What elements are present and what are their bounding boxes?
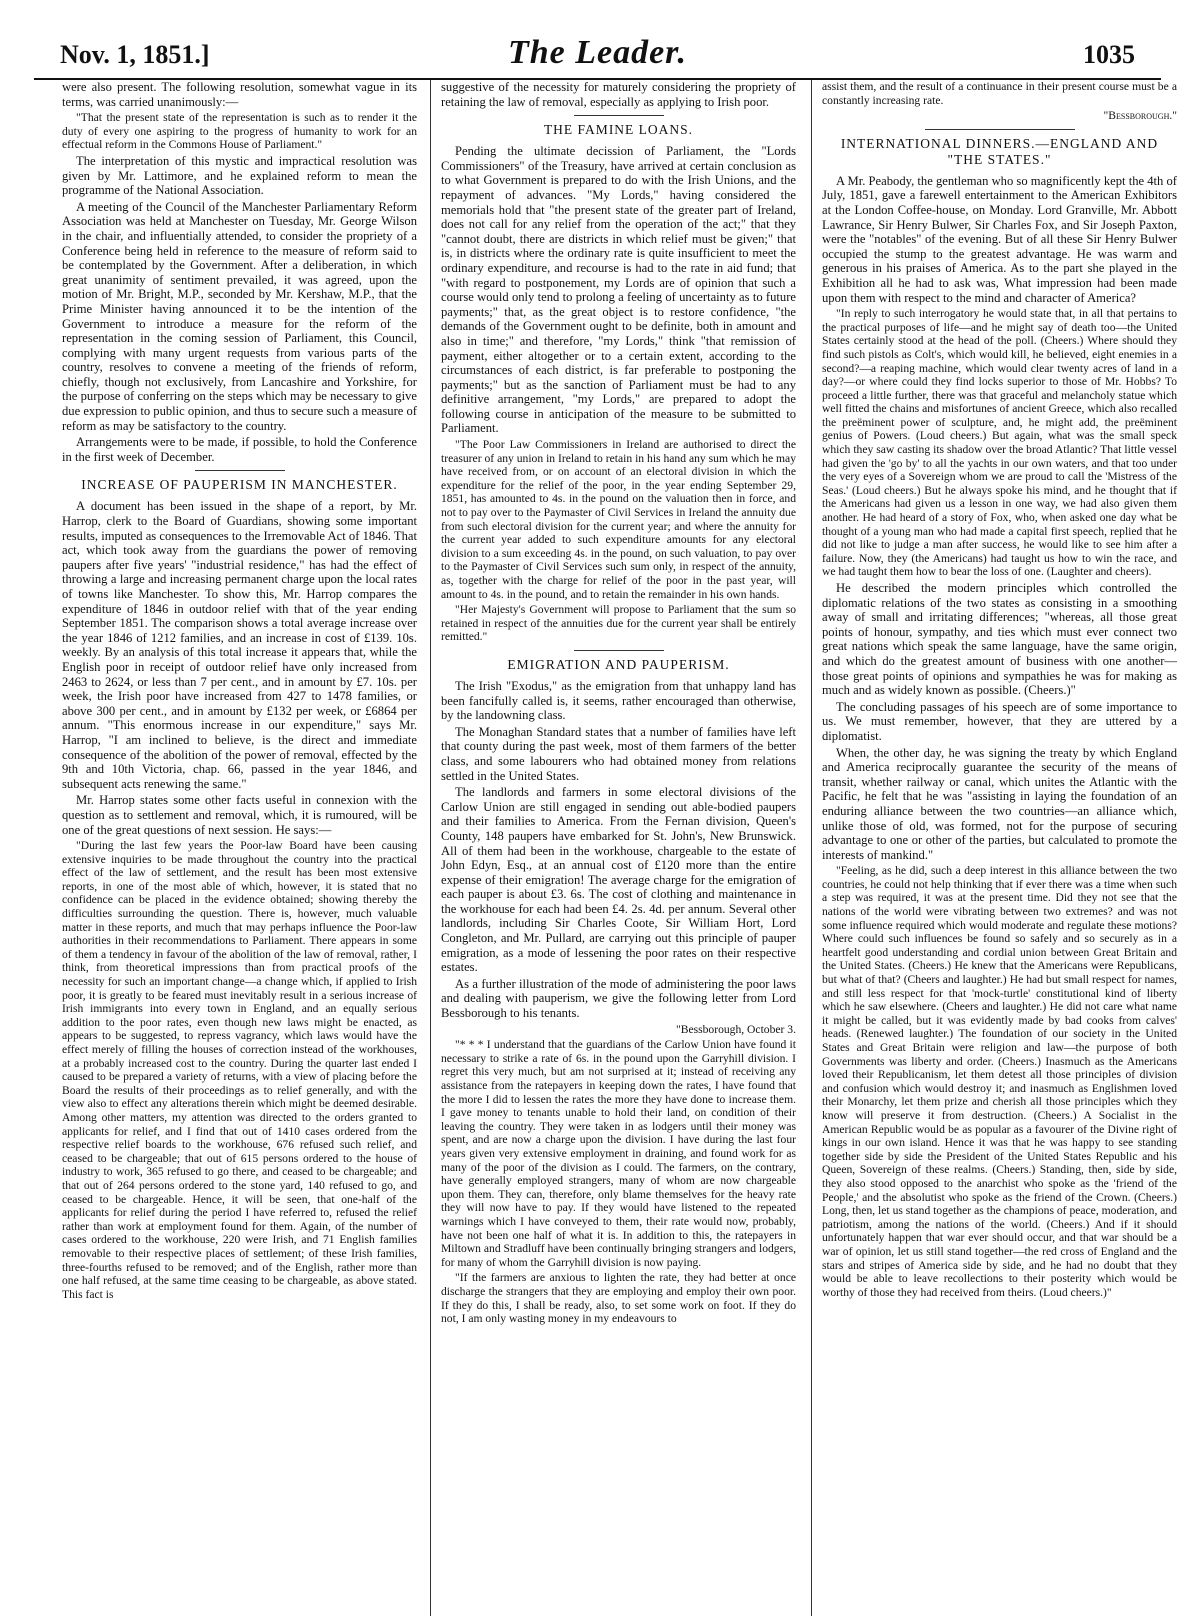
masthead [34, 30, 1161, 80]
quoted-passage: "Her Majesty's Government will propose to Parliament that the sum so retained in respect of the annuities due for the current year shall be entirely remitted." [441, 603, 796, 644]
paragraph: As a further illustration of the mode of administering the poor laws and dealing with pauperism, we give the following letter from Lord Bessborough to his tenants. [441, 976, 796, 1021]
paragraph: A document has been issued in the shape of a report, by Mr. Harrop, clerk to the Board of Guardians, showing some important results, imputed as consequences to the Irremovable Act of 1846. That act, which took away from the guardians the power of removing paupers after five years' "industrial residence," has had the effect of throwing a large and increasing permanent charge upon the local rates of towns like Manchester. To show this, Mr. Harrop compares the expenditure of 1846 in outdoor relief with that of the year ending September 1851. The comparison shows a total average increase over the year 1846 of 1212 families, and an increase in cost of £139. 10s. weekly. By an analysis of this total increase it appears that, while the English poor in receipt of outdoor relief have only increased from 2463 to 2624, or less than 7 per cent., and in amount by £7. 10s. per week, the Irish poor have increased from 427 to 1478 families, or above 300 per cent., and in amount by £132 per week, or £6864 per annum. "This enormous increase in our expenditure," says Mr. Harrop, "I am inclined to believe, is the direct and immediate consequence of the abolition of the power of removal, effected by the 9th and 10th Victoria, chap. 66, passed in the year 1846, and subsequent acts renewing the same." [62, 499, 417, 791]
section-heading: EMIGRATION AND PAUPERISM. [507, 656, 730, 672]
paragraph: suggestive of the necessity for maturely considering the propriety of retaining the law of removal, especially as applying to Irish poor. [441, 80, 796, 109]
paragraph: A Mr. Peabody, the gentleman who so magnificently kept the 4th of July, 1851, gave a farewell entertainment to the American Exhibitors at the London Coffee-house, on Monday. Lord Granville, Mr. Abbott Lawrance, Sir Henry Bulwer, Sir Charles Fox, and Sir Joseph Paxton, were the "notables" of the evening. But of all these Sir Henry Bulwer occupied the stump to the greatest advantage. He was warm and generous in his praises of America. As to the part she played in the Exhibition all he had to ask was, What impression had been made upon them with respect to the mind and character of America? [822, 173, 1177, 305]
quoted-speech: "Feeling, as he did, such a deep interest in this alliance between the two countries, he could not help thinking that if ever there was a time when such a step was required, it was at the present time. Did they not see that the nations of the world were vibrating between two extremes? and was not some influence required which would moderate and regulate these motions? Where could such influences be found so safely and so securely as in a heartfelt good understanding and cordial union between Great Britain and the United States. (Cheers.) He knew that the Americans were Republicans, but what of that? (Cheers and laughter.) He had but small respect for names, and still less respect for that 'mock-turtle' constitutional kind of liberty which he saw elsewhere. (Cheers and laughter.) He did not care what name it might be called, but it was evidently made by bad cooks from calves' heads. (Renewed laughter.) The foundation of our society in the United States and Great Britain were religion and law—the purpose of both Governments was liberty and order. (Cheers.) Inasmuch as the Americans loved their Republicanism, let them detest all those principles of division and confusion which would destroy it; and inasmuch as Englishmen loved their Monarchy, let them prize and cherish all those principles which they know will preserve it from destruction. (Cheers.) A Socialist in the American Republic would be as popular as a favourer of the Divine right of kings in our own island. Hence it was that he was happy to see standing together side by side the President of the United States Republic and his Queen, Sovereign of these realms. (Cheers.) Standing, then, side by side, they also stood opposed to the anarchist who spoke as the 'friend of the People,' and the absolutist who spoke as the friend of the Crown. (Cheers.) Long, then, let us stand together as the champions of peace, moderation, and patriotism, among the nations of the world. (Cheers.) And if it should unfortunately happen that war ever should occur, and that war should be a war of opinion, let us still stand together—the red cross of England and the stars and stripes of America side by side, and he had no doubt that they would be able to leave recollections to their posterity which would be worthy of those they had received from theirs. (Loud cheers.)" [822, 864, 1177, 1299]
issue-date: Nov. 1, 1851.] [60, 40, 210, 69]
paragraph: The landlords and farmers in some electoral divisions of the Carlow Union are still engaged in sending out able-bodied paupers and their families to America. From the Fernan division, Queen's County, 148 paupers have embarked for St. John's, New Brunswick. All of them had been in the workhouse, chargeable to the estate of John Edyn, Esq., at an annual cost of £120 more than the entire expense of their emigration! The average charge for the emigration of each pauper is about £3. 6s. The cost of clothing and maintenance in the workhouse for each had been £4. 2s. 4d. per annum. Several other landlords, including Sir Charles Coote, Sir William Hort, Lord Congleton, and Mr. Pullard, are carrying out this principle of pauper emigration, as a mode of lessening the poor rates on their respective estates. [441, 785, 796, 975]
quoted-passage: "During the last few years the Poor-law Board have been causing extensive inquiries to be made throughout the country into the practical effect of the law of settlement, and the result has been most extensive reports, in one of the most able of which, however, it is stated that no confidence can be placed in the evidence obtained; showing thereby the difficulties surrounding the question. There is, however, much valuable matter in these reports, and much that may perhaps influence the Poor-law authorities in their recommendations to Parliament. There appears in some of them a tendency in favour of the abolition of the law of removal, rather, I think, from theoretical impressions than from practical proofs of the necessity for such an important change—a change which, if applied to Irish poor, it is greatly to be feared must inevitably result in a serious increase of Irish immigrants into every town in England, and an equally serious addition to the poor rates, even though new laws might be enacted, as appears to be suggested, to repress vagrancy, which laws would have the effect merely of filling the houses of correction instead of the workhouses, at a probably increased cost to the country. During the quarter last ended I caused to be prepared a variety of returns, with a view of placing before the Board the results of their proceedings as to relief generally, and with the view also to effect any alterations therein which might be deemed desirable. Among other matters, my attention was directed to the orders granted to applicants for relief, and I find that out of 1410 cases ordered from the respective relief boards to the workhouse, 676 refused such relief, and ceased to be chargeable; that out of 615 persons ordered to the house of industry to work, 365 refused to go there, and ceased to be chargeable; and that out of 264 persons ordered to the stone yard, 140 refused to go, and ceased to be chargeable. Hence, it will be seen, that one-half of the applicants for relief during the period I have referred to, refused the relief rather than work at employment found for them. Again, of the number of cases ordered to the workhouse, 220 were Irish, and 71 English families removable to their respective places of settlement; of these Irish families, three-fourths refused to be removed; and of the English, rather more than one half refused, at the same time ceasing to be chargeable, as above stated. This fact is [62, 839, 417, 1301]
column-3 [822, 80, 1177, 1616]
section-heading: THE FAMINE LOANS. [543, 122, 694, 138]
section-divider [195, 470, 285, 471]
paragraph: He described the modern principles which controlled the diplomatic relations of the two states as consisting in a smoothing away of small and irritating differences; "whereas, all those great points of honour, sympathy, and ties which must ever connect two great nations which speak the same language, have the same origin, and which do the greatest amount of business with one another—those great points of opinions and sympathies he was for making as much and as widely known as possible. (Cheers.)" [822, 581, 1177, 698]
paragraph: The concluding passages of his speech are of some importance to us. We must remember, however, that they are uttered by a diplomatist. [822, 699, 1177, 743]
quoted-resolution: "That the present state of the representation is such as to render it the duty of every one aspiring to the progress of humanity to work for an effectual reform in the Commons House of Parliament." [62, 111, 417, 152]
column-rule [811, 80, 812, 1616]
paragraph: The interpretation of this mystic and impractical resolution was given by Mr. Lattimore, and he explained reform to mean the programme of the National Association. [62, 153, 417, 198]
section-divider [574, 650, 664, 651]
paragraph: were also present. The following resolution, somewhat vague in its terms, was carried unanimously:— [62, 80, 417, 109]
letter-body: assist them, and the result of a continuance in their present course must be a constantly increasing rate. [822, 80, 1177, 107]
paragraph: Pending the ultimate decission of Parliament, the "Lords Commissioners" of the Treasury, have arrived at certain conclusion as to what Government is prepared to do with the Irish Unions, and the repayment of advances. "My Lords," having considered the memorials hold that "the present state of the greater part of Ireland, does not call for any relief from the operation of the act;" that they "cannot doubt, there are districts in which relief must be given;" that is, in districts where the ordinary rate is quite insufficient to meet the ordinary expenditure, and recourse is had to the rate in aid fund; that "with regard to postponement, my Lords are of opinion that such a course would only tend to prolong a feeling of uncertainty as to future payments;" that, as the great object is to restore confidence, "the demands of the Government ought to be definite, both in amount and also in time;" and therefore, "my Lords," think "that remission of payment, either altogether or to a certain extent, according to the circumstances of each district, is far preferable to postponing the payments;" but as the sanction of Parliament must be had to any definitive arrangement, "my Lords," are prepared to adopt the following course in anticipation of the measure to be submitted to Parliament. [441, 144, 796, 436]
quoted-passage: "The Poor Law Commissioners in Ireland are authorised to direct the treasurer of any union in Ireland to retain in his hand any sum which he may have received from, or on account of an electoral division in which the expenditure for the relief of the poor, in the year ending September 29, 1851, has amounted to 4s. in the pound on the valuation then in force, and not to pay over to the Paymaster of Civil Services in Ireland the annuity due from such electoral division for the current year; and where the annuity for the current year added to such expenditure amounts for any electoral division to a sum exceeding 4s. in the pound, on such valuation, to pay over to the Paymaster of Civil Services such sum only, in respect of the annuity, as, together with the charge for relief of the poor in the past year, will amount to 4s. in the pound, and to retain the remainder in his own hands. [441, 438, 796, 601]
letter-body: "If the farmers are anxious to lighten the rate, they had better at once discharge the strangers that they are employing and employ their own poor. If they do this, I shall be ready, also, to set some work on foot. If they do not, I am only wasting money in my endeavours to [441, 1271, 796, 1326]
column-rule [430, 80, 431, 1616]
page-number: 1035 [1083, 40, 1135, 69]
section-divider [574, 115, 664, 116]
paragraph: A meeting of the Council of the Manchester Parliamentary Reform Association was held at Manchester on Tuesday, Mr. George Wilson in the chair, and influentially attended, to consider the propriety of a Conference being held in reference to the measure of reform said to be contemplated by the Government. After a deliberation, in which great unanimity of sentiment prevailed, it was agreed, upon the motion of Mr. Bright, M.P., seconded by Mr. Kershaw, M.P., that the Prime Minister having announced it to be the intention of the Government to introduce a measure for the reform of the representation in the coming session of Parliament, this Council, complying with many urgent requests from various parts of the country, resolves to convene a meeting of the friends of reform, chiefly, though not exclusively, from Lancashire and Yorkshire, for the purpose of conferring on the steps which may be necessary to give due expression to public opinion, and thus to secure such a measure of reform as may be satisfactory to the country. [62, 199, 417, 433]
newspaper-title: The Leader. [507, 34, 688, 71]
quoted-speech: "In reply to such interrogatory he would state that, in all that pertains to the practical purposes of life—and he might say of death too—the United States certainly stood at the head of the poll. (Cheers.) Where should they find such pistols as Colt's, which would kill, he believed, eight enemies in a second?—a reaping machine, which would clear twenty acres of land in a day?—or where could they find locks superior to those of Mr. Hobbs? To proceed a little further, there was that graceful and melancholy statue which well fitted the chains and misfortunes of ancient Greece, which also recalled the preëminent power of sculpture, and, he might add, the preëminent genius of Powers. (Loud cheers.) But again, what was the small speck which they saw casting its shadow over the broad Atlantic? That little vessel had given the 'go by' to all the yachts in our own waters, and that too under the very eyes of a Sovereign whom we are proud to call the 'Mistress of the Seas.' (Loud cheers.) But he always spoke his mind, and he thought that if the Americans had given us a lesson in one way, we had also given them another. He had heard of a story of Fox, who, when asked one day what be thought of a young man who had made a capital first speech, replied that he did not like to judge a man after success, he would like to see him after a failure. Now, they (the Americans) had taught us how to win the race, and we had taught them how to bear the loss of one. (Laughter and cheers). [822, 307, 1177, 579]
letter-signature: "Bessborough." [1103, 109, 1177, 123]
paragraph: The Monaghan Standard states that a number of families have left that county during the past week, most of them farmers of the better class, and some labourers who had obtained money from relations settled in the United States. [441, 724, 796, 783]
paragraph: When, the other day, he was signing the treaty by which England and America reciprocally guarantee the security of the means of transit, whether railway or canal, which unites the Atlantic with the Pacific, he felt that he was "assisting in laying the foundation of an enduring alliance between the two countries—an alliance which, unlike those of old, was formed, not for the purpose of securing advantage to one or other of the parties, but calculated to promote the interests of mankind." [822, 745, 1177, 862]
paragraph: Mr. Harrop states some other facts useful in connexion with the question as to settlement and removal, which, it is rumoured, will be one of the great questions of next session. He says:— [62, 793, 417, 837]
letter-dateline: "Bessborough, October 3. [675, 1022, 796, 1036]
section-heading: INTERNATIONAL DINNERS.—ENGLAND AND "THE STATES." [840, 135, 1159, 167]
section-divider [925, 129, 1075, 130]
section-heading: INCREASE OF PAUPERISM IN MANCHESTER. [81, 477, 398, 493]
paragraph: Arrangements were to be made, if possible, to hold the Conference in the first week of December. [62, 435, 417, 464]
column-2 [441, 80, 796, 1616]
column-1 [62, 80, 417, 1616]
article-columns [62, 80, 1177, 1616]
paragraph: The Irish "Exodus," as the emigration from that unhappy land has been fancifully called is, it seems, rather encouraged than otherwise, by the landowning class. [441, 678, 796, 723]
letter-body: "* * * I understand that the guardians of the Carlow Union have found it necessary to strike a rate of 6s. in the pound upon the Garryhill division. I regret this very much, but am not surprised at it; instead of receiving any assistance from the ratepayers in keeping down the rates, I have found that the more I did to lessen the rates the more they have done to increase them. I gave money to tenants unable to hold their land, on condition of their leaving the country. They were taken in as lodgers until their money was spent, and are now a charge upon the division. I have during the last four years given very extensive employment in draining, and found work for as many of the poor of the division as I could. The farmers, on the contrary, have generally employed strangers, many of whom are now chargeable upon them. They can, therefore, only blame themselves for the heavy rate they will now have to pay. If they would have listened to the repeated warnings which I have conveyed to them, their rate would now, probably, have not been one half of what it is. In addition to this, the ratepayers in Miltown and Stradluff have been continually bringing strangers and lodgers, for many of whom the Garryhill division is now paying. [441, 1038, 796, 1269]
